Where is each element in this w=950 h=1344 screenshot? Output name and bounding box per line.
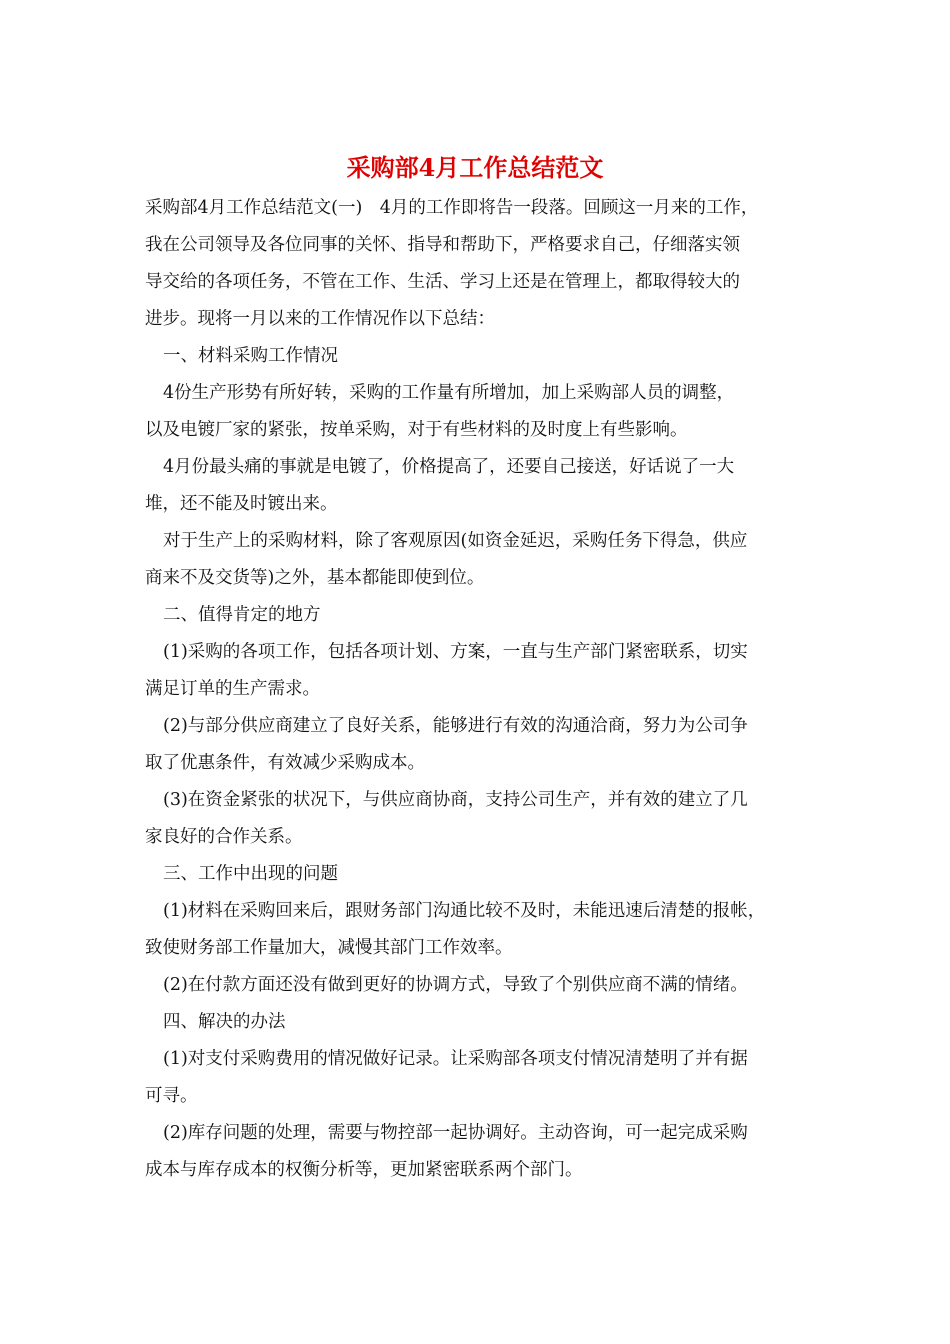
body-line: 我在公司领导及各位同事的关怀、指导和帮助下，严格要求自己，仔细落实领: [145, 235, 740, 255]
body-line: 家良好的合作关系。: [145, 827, 303, 847]
body-line: (2)库存问题的处理，需要与物控部一起协调好。主动咨询，可一起完成采购: [163, 1123, 748, 1143]
body-line: 进步。现将一月以来的工作情况作以下总结：: [145, 309, 495, 329]
body-line: 导交给的各项任务，不管在工作、生活、学习上还是在管理上，都取得较大的: [145, 272, 740, 292]
document-title: 采购部4月工作总结范文: [346, 153, 604, 182]
body-line: (2)与部分供应商建立了良好关系，能够进行有效的沟通洽商，努力为公司争: [163, 716, 748, 736]
body-line: 致使财务部工作量加大，减慢其部门工作效率。: [145, 938, 513, 958]
body-line: 三、工作中出现的问题: [163, 864, 338, 884]
body-line: 4份生产形势有所好转，采购的工作量有所增加，加上采购部人员的调整，: [163, 383, 735, 403]
body-line: (1)对支付采购费用的情况做好记录。让采购部各项支付情况清楚明了并有据: [163, 1049, 748, 1069]
body-line: (2)在付款方面还没有做到更好的协调方式，导致了个别供应商不满的情绪。: [163, 975, 748, 995]
body-line: 商来不及交货等)之外，基本都能即使到位。: [145, 568, 485, 588]
body-line: 4月份最头痛的事就是电镀了，价格提高了，还要自己接送，好话说了一大: [163, 457, 735, 477]
body-line: (3)在资金紧张的状况下，与供应商协商，支持公司生产，并有效的建立了几: [163, 790, 748, 810]
body-line: (1)采购的各项工作，包括各项计划、方案，一直与生产部门紧密联系，切实: [163, 642, 748, 662]
body-line: 四、解决的办法: [163, 1012, 286, 1032]
body-line: 对于生产上的采购材料，除了客观原因(如资金延迟，采购任务下得急，供应: [163, 531, 748, 551]
document-body: [145, 196, 817, 1195]
body-line: 满足订单的生产需求。: [145, 679, 320, 699]
body-line: 二、值得肯定的地方: [163, 605, 321, 625]
body-line: 取了优惠条件，有效减少采购成本。: [145, 753, 425, 773]
body-line: (1)材料在采购回来后，跟财务部门沟通比较不及时，未能迅速后清楚的报帐，: [163, 901, 766, 921]
body-line: 一、材料采购工作情况: [163, 346, 338, 366]
body-line: 堆，还不能及时镀出来。: [145, 494, 338, 514]
body-line: 可寻。: [145, 1086, 198, 1106]
body-line: 成本与库存成本的权衡分析等，更加紧密联系两个部门。: [145, 1160, 583, 1180]
body-line: 采购部4月工作总结范文(一) 4月的工作即将告一段落。回顾这一月来的工作，: [145, 198, 759, 218]
body-line: 以及电镀厂家的紧张，按单采购，对于有些材料的及时度上有些影响。: [145, 420, 688, 440]
